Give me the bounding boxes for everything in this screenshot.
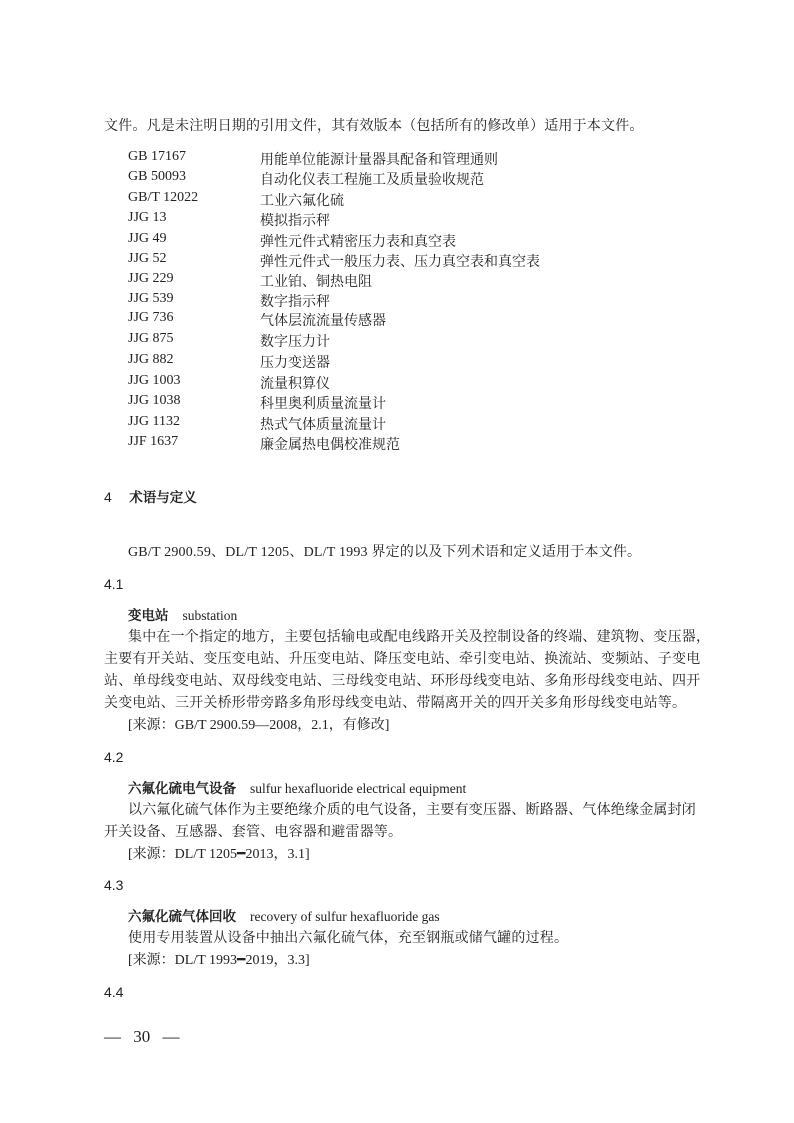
term-heading [128, 905, 440, 926]
reference-title: 科里奥利质量流量计 [260, 397, 386, 412]
reference-code: JJG 1038 [128, 393, 181, 408]
intro-paragraph: 文件。凡是未注明日期的引用文件，其有效版本（包括所有的修改单）适用于本文件。 [104, 119, 644, 134]
reference-title: 弹性元件式精密压力表和真空表 [260, 235, 456, 250]
reference-code: JJG 52 [128, 251, 167, 266]
reference-title: 压力变送器 [260, 356, 330, 371]
reference-code: JJG 882 [128, 352, 174, 367]
term-chinese: 六氟化硫电气设备 [128, 781, 236, 797]
reference-title: 数字压力计 [260, 335, 330, 350]
term-number: 4.2 [104, 749, 124, 765]
term-number: 4.1 [104, 576, 124, 592]
term-english: sulfur hexafluoride electrical equipment [250, 781, 467, 796]
section-intro: GB/T 2900.59、DL/T 1205、DL/T 1993 界定的以及下列术语和定义适用于本文件。 [128, 545, 642, 560]
definition-line: 以六氟化硫气体作为主要绝缘介质的电气设备，主要有变压器、断路器、气体绝缘金属封闭 [128, 803, 696, 818]
reference-title: 模拟指示秤 [260, 214, 330, 229]
term-heading [128, 604, 237, 625]
page-footer [104, 1027, 180, 1047]
reference-title: 流量积算仪 [260, 377, 330, 392]
reference-title: 工业铂、铜热电阻 [260, 275, 372, 290]
term-chinese: 变电站 [128, 608, 169, 624]
term-heading [128, 777, 466, 798]
reference-code: GB 17167 [128, 149, 186, 164]
reference-code: JJG 736 [128, 310, 174, 325]
footer-dash-left: — [104, 1027, 121, 1046]
term-source: [来源：DL/T 1205━2013，3.1] [128, 847, 310, 862]
section-title: 术语与定义 [129, 490, 197, 506]
reference-title: 工业六氟化硫 [260, 194, 344, 209]
reference-title: 廉金属热电偶校准规范 [260, 438, 400, 453]
footer-dash-right: — [162, 1027, 180, 1046]
reference-code: JJG 539 [128, 291, 174, 306]
term-source: [来源：GB/T 2900.59—2008，2.1，有修改] [128, 718, 390, 733]
reference-code: JJG 1003 [128, 373, 181, 388]
term-english: substation [182, 608, 238, 623]
reference-title: 数字指示秤 [260, 295, 330, 310]
page-number: 30 [133, 1027, 151, 1046]
reference-title: 弹性元件式一般压力表、压力真空表和真空表 [260, 255, 540, 270]
term-number: 4.4 [104, 984, 124, 1000]
reference-code: GB/T 12022 [128, 190, 199, 205]
definition-line: 关变电站、三开关桥形带旁路多角形母线变电站、带隔离开关的四开关多角形母线变电站等。 [104, 696, 687, 711]
term-source: [来源：DL/T 1993━2019，3.3] [128, 953, 310, 968]
reference-title: 气体层流流量传感器 [260, 314, 386, 329]
reference-code: JJG 1132 [128, 414, 180, 429]
section-heading [104, 486, 197, 507]
definition-line: 站、单母线变电站、双母线变电站、三母线变电站、环形母线变电站、多角形母线变电站、四开 [104, 674, 701, 689]
definition-line: 开关设备、互感器、套管、电容器和避雷器等。 [104, 825, 403, 840]
reference-title: 自动化仪表工程施工及质量验收规范 [260, 173, 484, 188]
reference-code: GB 50093 [128, 169, 186, 184]
section-number: 4 [104, 489, 112, 505]
reference-code: JJF 1637 [128, 434, 179, 449]
reference-code: JJG 229 [128, 271, 174, 286]
reference-title: 热式气体质量流量计 [260, 418, 386, 433]
definition-line: 主要有开关站、变压变电站、升压变电站、降压变电站、牵引变电站、换流站、变频站、子变电 [104, 652, 701, 667]
definition-line: 集中在一个指定的地方，主要包括输电或配电线路开关及控制设备的终端、建筑物、变压器， [128, 630, 711, 645]
definition-line: 使用专用装置从设备中抽出六氟化硫气体，充至钢瓶或储气罐的过程。 [128, 931, 569, 946]
reference-code: JJG 13 [128, 210, 167, 225]
reference-code: JJG 875 [128, 331, 174, 346]
term-number: 4.3 [104, 877, 124, 893]
term-chinese: 六氟化硫气体回收 [128, 909, 236, 925]
reference-title: 用能单位能源计量器具配备和管理通则 [260, 153, 498, 168]
reference-code: JJG 49 [128, 231, 167, 246]
term-english: recovery of sulfur hexafluoride gas [250, 909, 440, 924]
